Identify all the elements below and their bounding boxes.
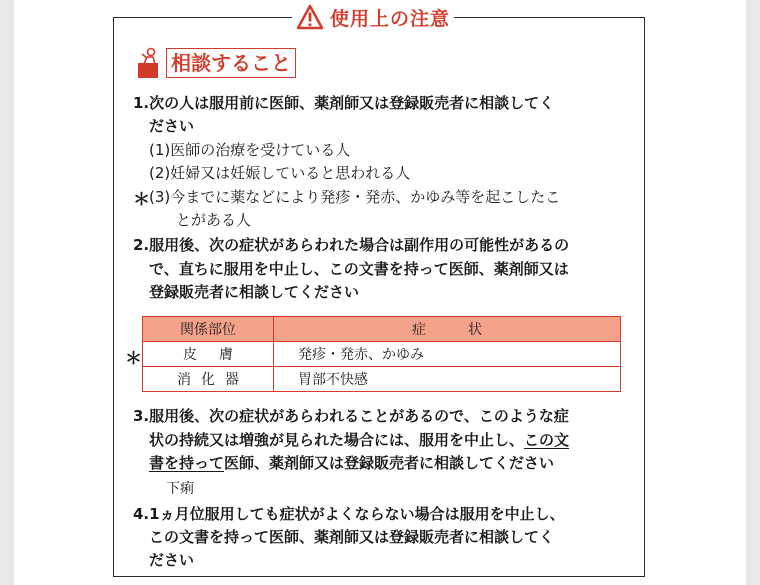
table-cell-part: 皮膚 bbox=[143, 342, 274, 367]
item-3-line-3-text: 医師、薬剤師又は登録販売者に相談してください bbox=[224, 454, 555, 472]
table-cell-part: 消化器 bbox=[143, 367, 274, 392]
item-3-line-1: 3.服用後、次の症状があらわれることがあるので、このような症 bbox=[133, 407, 569, 425]
item-1-sub-3-line-1: (3)今までに薬などにより発疹・発赤、かゆみ等を起こしたこ bbox=[149, 188, 561, 206]
item-4-line-2: この文書を持って医師、薬剤師又は登録販売者に相談してく bbox=[149, 528, 555, 546]
consult-section-heading bbox=[136, 46, 296, 80]
table-header-symptom: 症 状 bbox=[274, 317, 621, 342]
left-margin bbox=[0, 0, 14, 585]
consult-title: 相談すること bbox=[166, 48, 296, 78]
item-1-sub-3-line-2: とがある人 bbox=[176, 211, 252, 229]
item-3-line-2 bbox=[149, 429, 569, 452]
page-title: 使用上の注意 bbox=[330, 7, 451, 30]
table-header-row bbox=[143, 317, 621, 342]
item-1-line-1: 1.次の人は服用前に医師、薬剤師又は登録販売者に相談してく bbox=[133, 94, 555, 112]
item-3-note: 下痢 bbox=[166, 481, 194, 497]
item-2-line-2: で、直ちに服用を中止し、この文書を持って医師、薬剤師又は bbox=[149, 260, 569, 278]
item-3-line-3 bbox=[149, 452, 554, 475]
notice-header bbox=[292, 2, 454, 32]
item-4-line-3: ださい bbox=[149, 551, 195, 569]
table-header-part: 関係部位 bbox=[143, 317, 274, 342]
right-margin bbox=[746, 0, 760, 585]
table-cell-symptom: 発疹・発赤、かゆみ bbox=[274, 342, 621, 367]
warning-icon bbox=[296, 4, 324, 30]
item-3-line-2-text: 状の持続又は増強が見られた場合には、服用を中止し、 bbox=[149, 431, 525, 449]
symptom-table bbox=[142, 316, 621, 392]
item-2-line-3: 登録販売者に相談してください bbox=[149, 283, 360, 301]
item-3-underlined-text: この文 bbox=[524, 431, 570, 449]
item-3-underlined-text: 書を持って bbox=[149, 454, 225, 472]
item-1-line-2: ださい bbox=[149, 117, 195, 135]
asterisk-marker: ＊ bbox=[133, 190, 150, 210]
table-cell-symptom: 胃部不快感 bbox=[274, 367, 621, 392]
asterisk-marker: ＊ bbox=[125, 349, 142, 369]
item-4-line-1: 4.1ヵ月位服用しても症状がよくならない場合は服用を中止し、 bbox=[133, 505, 565, 523]
person-consult-icon bbox=[136, 46, 160, 80]
item-1-sub-1: (1)医師の治療を受けている人 bbox=[149, 141, 351, 159]
item-1-sub-2: (2)妊婦又は妊娠していると思われる人 bbox=[149, 164, 411, 182]
item-2-line-1: 2.服用後、次の症状があらわれた場合は副作用の可能性があるの bbox=[133, 236, 570, 254]
table-row bbox=[143, 367, 621, 392]
table-row bbox=[143, 342, 621, 367]
